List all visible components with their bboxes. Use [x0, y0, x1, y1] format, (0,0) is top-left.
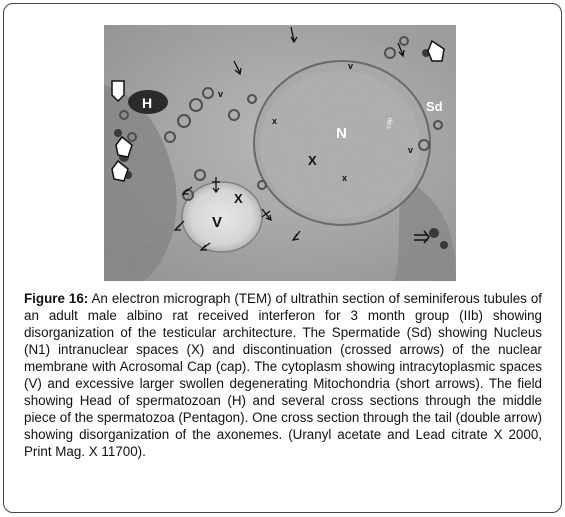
label-v-small-1: v	[348, 61, 354, 71]
label-x-small-2: x	[342, 173, 348, 183]
label-sd: Sd	[426, 99, 443, 114]
label-v-small-2: v	[218, 89, 224, 99]
figure-caption	[24, 290, 542, 460]
label-x-small-1: x	[272, 116, 278, 126]
label-cap: cap	[385, 117, 394, 130]
label-v-small-3: v	[408, 145, 414, 155]
label-x-vacuole: X	[234, 191, 243, 206]
label-x-nucleus: X	[308, 153, 317, 168]
label-h: H	[142, 95, 153, 111]
label-v: V	[212, 214, 223, 231]
label-n: N	[336, 125, 347, 142]
caption-text: An electron micrograph (TEM) of ultrathin section of seminiferous tubules of an adult male albino rat received interferon for 3 month group (IIb) showing disorganization of the testicular architecture. The Spermatide (Sd) showing Nucleus (N1) intranuclear spaces (X) and discontinuation (crossed arrows) of the nuclear membrane with Acrosomal Cap (cap). The cytoplasm showing intracytoplasmic spaces (V) and excessive larger swollen degenerating Mitochondria (short arrows). The field showing Head of spermatozoan (H) and several cross sections through the middle piece of the spermatozoa (Pentagon). One cross section through the tail (double arrow) showing disorganization of the axonemes. (Uranyl acetate and Lead citrate X 2000, Print Mag. X 11700).	[24, 291, 542, 459]
figure-label: Figure 16:	[24, 291, 89, 306]
electron-micrograph	[104, 25, 456, 281]
